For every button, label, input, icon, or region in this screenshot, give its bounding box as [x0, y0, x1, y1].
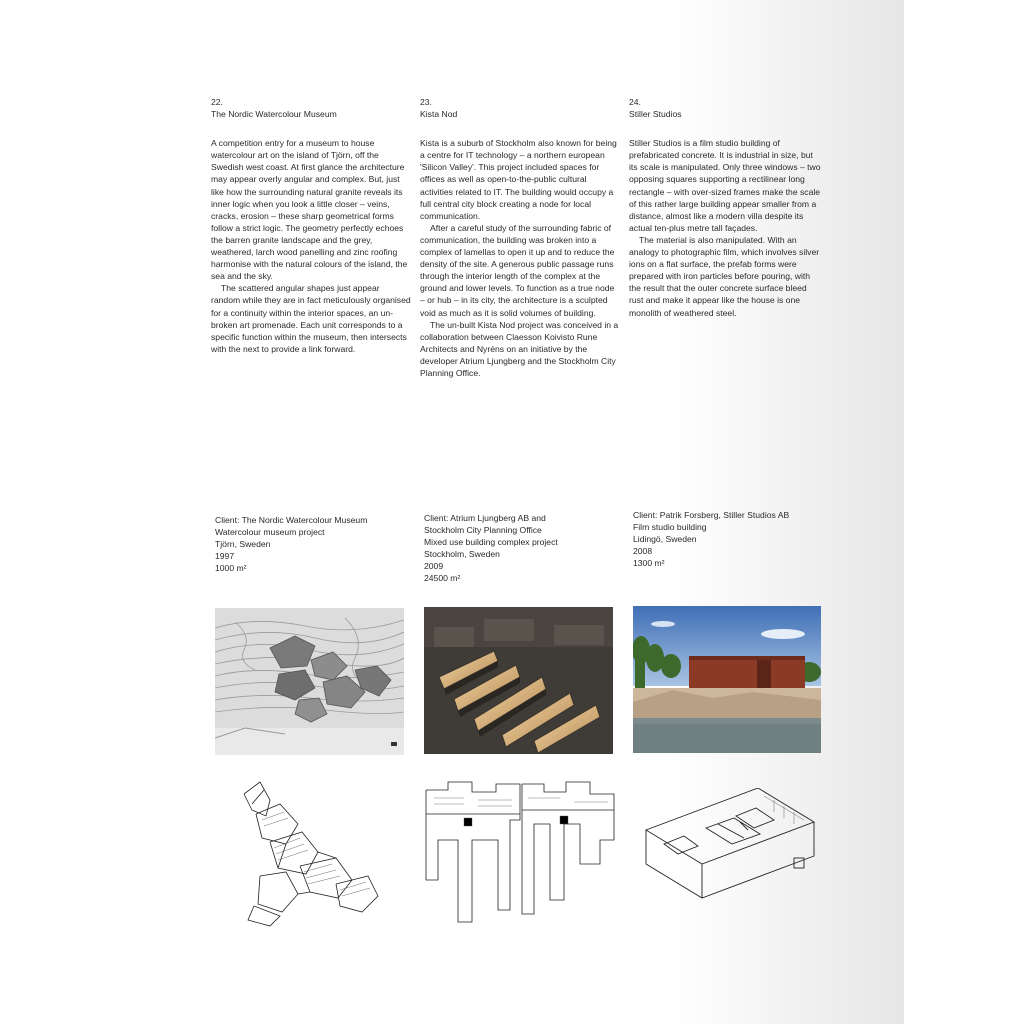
project-22-meta — [215, 514, 415, 574]
project-23-text — [420, 96, 620, 379]
project-number: 22. — [211, 97, 223, 107]
museum-plan-drawing — [240, 780, 380, 928]
location-line: Stockholm, Sweden — [424, 549, 500, 560]
area-line: 1300 m² — [633, 558, 665, 569]
project-22-text — [211, 96, 411, 355]
paragraph: Stiller Studios is a film studio building of prefabricated concrete. It is industrial in size, but its scale is manipulated. Only three windows – two opposing squares supporting a rectilinear long rectangle – with over-sized frames make the scale of this rather large building appear smaller from a distance, almost like a modern villa despite its actual ten-plus metre tall façades. — [629, 138, 821, 233]
project-title: Kista Nod — [420, 109, 458, 120]
location-line: Lidingö, Sweden — [633, 534, 697, 545]
area-line: 1000 m² — [215, 563, 247, 574]
project-number: 23. — [420, 97, 432, 107]
client-line: Client: Atrium Ljungberg AB and — [424, 513, 546, 523]
project-23-meta — [424, 512, 624, 585]
kista-nod-model-photo — [424, 607, 613, 754]
paragraph: The scattered angular shapes just appear random while they are in fact meticulously organised for a continuity within the interior spaces, an un-broken art promenade. Each unit corresponds to a specific function within the museum, then intersects with the next to provide a link forward. — [211, 283, 411, 354]
project-24-meta — [633, 509, 833, 569]
year-line: 2009 — [424, 561, 444, 572]
year-line: 2008 — [633, 546, 653, 557]
paragraph: After a careful study of the surrounding fabric of communication, the building was broken into a complex of lamellas to open it up and to reduce the density of the site. A generous public passage runs through the interior length of the complex at the ground and lower levels. To function as a true node – or hub – in its city, the architecture is a sculpted void as much as it is solid volumes of building. — [420, 222, 615, 318]
paragraph: Kista is a suburb of Stockholm also known for being a centre for IT technology – a northern european 'Silicon Valley'. This project included spaces for offices as well as open-to-the-public cultural activities related to IT. The building would occupy a full central city block creating a node for local communication. — [420, 138, 617, 221]
stiller-studios-axonometric — [644, 788, 816, 912]
type-line: Mixed use building complex project — [424, 537, 558, 548]
paragraph: A competition entry for a museum to house watercolour art on the island of Tjörn, off the Swedish west coast. At first glance the architecture may appear overly angular and complex. But, just like how the surrounding natural granite reveals its inner logic when you look a little closer – veins, cracks, erosion – these sharp geometrical forms follow a strict logic. The geometry perfectly echoes the barren granite landscape and the grey, weathered, larch wood panelling and zinc roofing harmonise with the natural colours of the island, the sea and the sky. — [211, 138, 408, 282]
client-line-2: Stockholm City Planning Office — [424, 525, 542, 536]
project-number: 24. — [629, 97, 641, 107]
type-line: Watercolour museum project — [215, 527, 325, 538]
project-title: The Nordic Watercolour Museum — [211, 109, 337, 120]
project-24-text — [629, 96, 821, 319]
museum-model-photo — [215, 608, 404, 755]
project-title: Stiller Studios — [629, 109, 682, 120]
year-line: 1997 — [215, 551, 235, 562]
client-line: Client: Patrik Forsberg, Stiller Studios AB — [633, 510, 790, 520]
client-line: Client: The Nordic Watercolour Museum — [215, 515, 368, 525]
stiller-studios-photo — [633, 606, 821, 753]
type-line: Film studio building — [633, 522, 707, 533]
kista-nod-plan-drawing — [424, 780, 616, 924]
area-line: 24500 m² — [424, 573, 461, 584]
location-line: Tjörn, Sweden — [215, 539, 271, 550]
paragraph: The un-built Kista Nod project was conceived in a collaboration between Claesson Koivisto Rune Architects and Nyréns on an initiative by the developer Atrium Ljungberg and the Stockholm City Planning Office. — [420, 319, 619, 378]
paragraph: The material is also manipulated. With an analogy to photographic film, which involves silver ions on a flat surface, the prefab forms were prepared with iron particles before pouring, with the result that the outer concrete surface bleed rust and make it appear like the house is one monolith of weathered steel. — [629, 234, 820, 318]
